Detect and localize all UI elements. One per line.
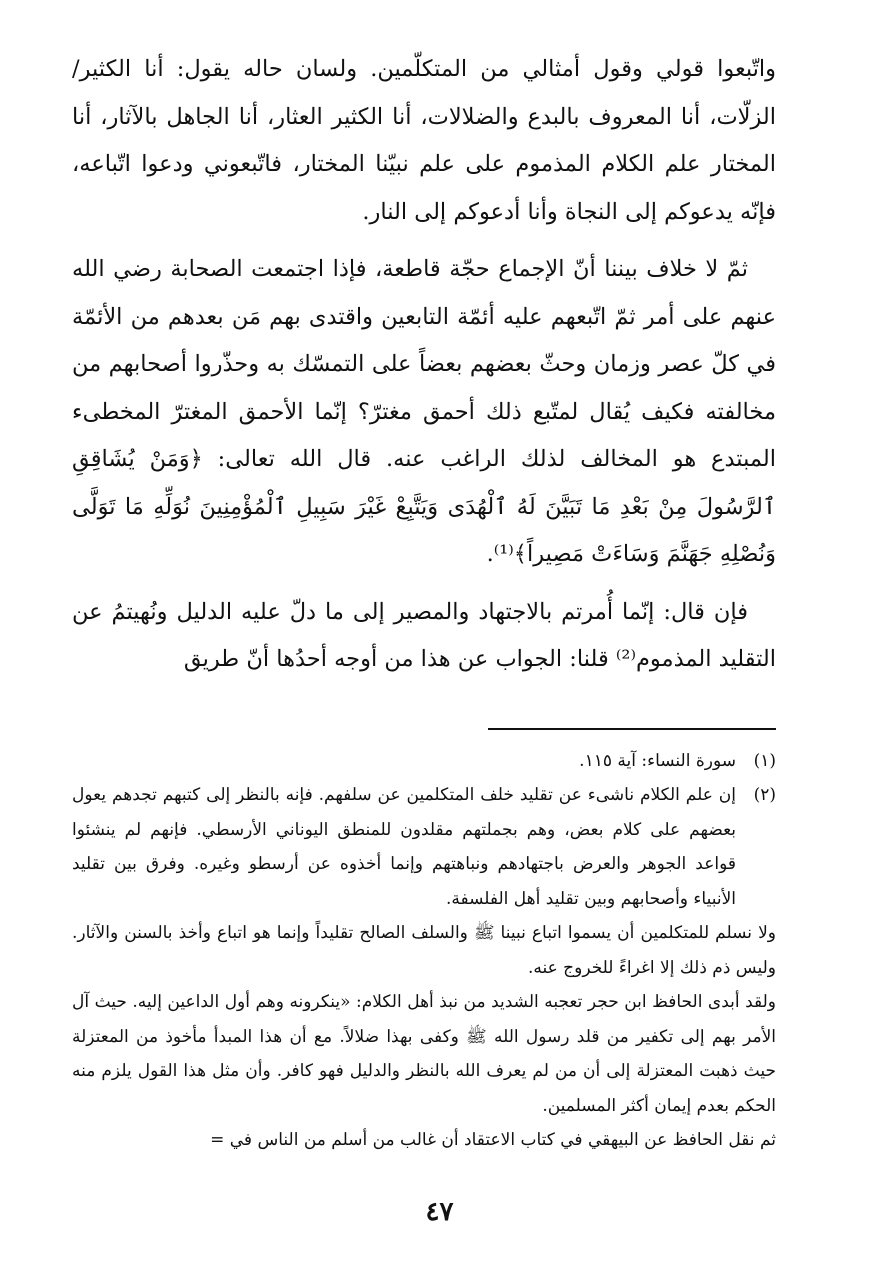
footnote-2-text-4: ثم نقل الحافظ عن البيهقي في كتاب الاعتقاد أن غالب من أسلم من الناس في = — [210, 1130, 776, 1150]
footnotes — [72, 744, 776, 1158]
footnote-2-number: (٢) — [753, 785, 776, 805]
footnote-2-text-3: ولقد أبدى الحافظ ابن حجر تعجبه الشديد من نبذ أهل الكلام: «ينكرونه وهم أول الداعين إليه. حيث آل الأمر بهم إلى تكفير من قلد رسول الله ﷺ وكفى بهذا ضلالاً. مع أن هذا المبدأ مأخوذ من المعتزلة حيث ذهبت المعتزلة إلى أن من لم يعرف الله بالنظر والدليل فهو كافر. وأن مثل هذا القول يلزم منه الحكم بعدم إيمان أكثر المسلمين. — [72, 992, 776, 1116]
footnote-1-text: سورة النساء: آية ١١٥. — [579, 750, 736, 771]
paragraph-3: فإن قال: إنّما أُمرتم بالاجتهاد والمصير إلى ما دلّ عليه الدليل ونُهيتمُ عن التقليد المذموم⁽²⁾ قلنا: الجواب عن هذا من أوجه أحدُها أنّ طريق — [72, 598, 776, 672]
footnote-2-text-2: ولا نسلم للمتكلمين أن يسموا اتباع نبينا ﷺ والسلف الصالح تقليداً وإنما هو اتباع وأخذ بالسنن والآثار. وليس ذم ذلك إلا اغراءً للخروج عنه. — [72, 923, 776, 978]
paragraph-2: ثمّ لا خلاف بيننا أنّ الإجماع حجّة قاطعة، فإذا اجتمعت الصحابة رضي الله عنهم على أمر ثمّ اتّبعهم عليه أئمّة التابعين واقتدى بهم مَن بعدهم من الأئمّة في كلّ عصر وزمان وحثّ بعضهم بعضاً على التمسّك به وحذّروا أصحابهم من مخالفته فكيف يُقال لمتّبع ذلك أحمق مغترّ؟ إنّما الأحمق المغترّ المخطىء المبتدع هو المخالف لذلك الراغب عنه. قال الله تعالى: ﴿وَمَنْ يُشَاقِقِ ٱلرَّسُولَ مِنْ بَعْدِ مَا تَبَيَّنَ لَهُ ٱلْهُدَى وَيَتَّبِعْ غَيْرَ سَبِيلِ ٱلْمُؤْمِنِينَ نُوَلِّهِ مَا تَوَلَّى وَنُصْلِهِ جَهَنَّمَ وَسَاءَتْ مَصِيراً﴾⁽¹⁾. — [72, 256, 776, 567]
paragraph-1: واتّبعوا قولي وقول أمثالي من المتكلّمين. ولسان حاله يقول: أنا الكثير/ الزلّات، أنا المعروف بالبدع والضلالات، أنا الكثير العثار، أنا الجاهل بالآثار، أنا المختار علم الكلام المذموم على علم نبيّنا المختار، فاتّبعوني ودعوا اتّباعه، فإنّه يدعوكم إلى النجاة وأنا أدعوكم إلى النار. — [72, 56, 776, 225]
main-text — [72, 46, 776, 684]
footnote-2 — [72, 778, 776, 916]
footnote-1-number: (١) — [753, 750, 776, 771]
footnote-2-text-1: إن علم الكلام ناشىء عن تقليد خلف المتكلمين عن سلفهم. فإنه بالنظر إلى كتبهم تجدهم يعول بعضهم على كلام بعض، وهم بجملتهم مقلدون للمنطق اليوناني الأرسطي. فإنهم لم ينشئوا قواعد الجوهر والعرض باجتهادهم ونباهتهم وإنما أخذوه عن أرسطو وغيره. وفرق بين تقليد الأنبياء وأصحابهم وبين تقليد أهل الفلسفة. — [72, 785, 736, 909]
footnote-1 — [72, 744, 776, 779]
page-number: ٤٧ — [425, 1197, 454, 1227]
footnote-divider — [488, 728, 776, 730]
